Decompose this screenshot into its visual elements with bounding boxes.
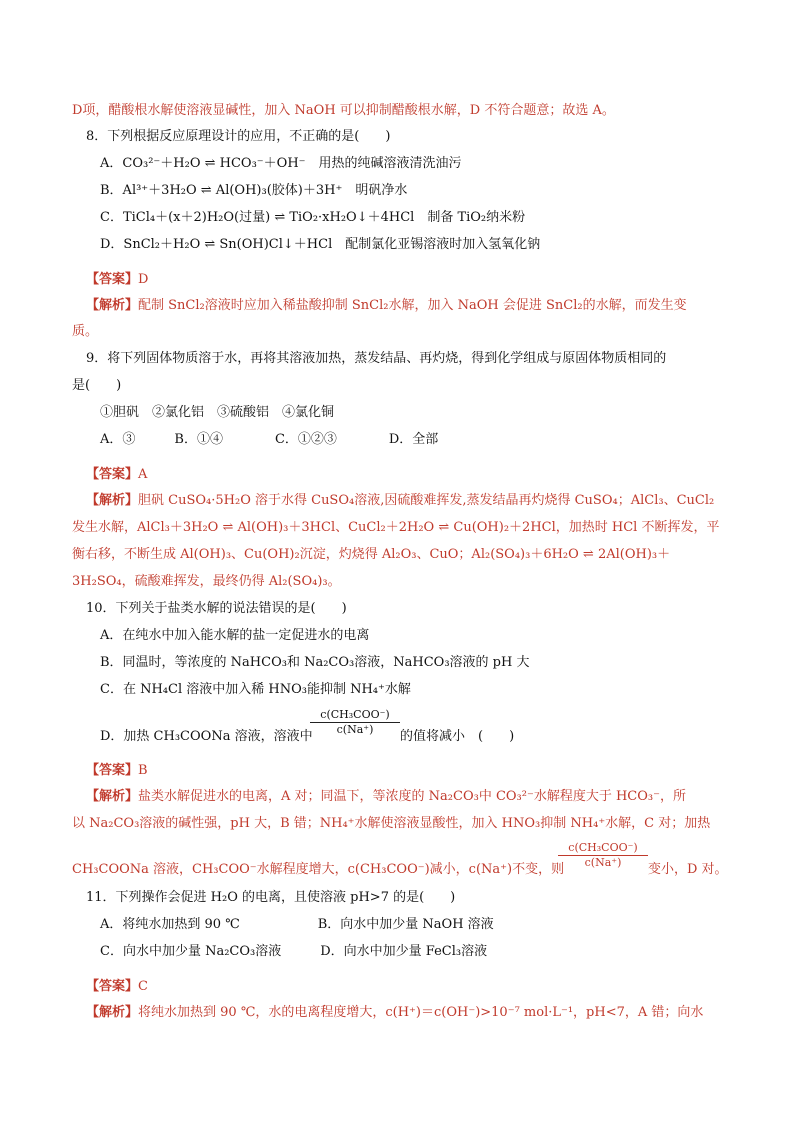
question-11-options-cd: C．向水中加少量 Na₂CO₃溶液 D．向水中加少量 FeCl₃溶液 xyxy=(100,944,488,959)
explanation-9 xyxy=(86,493,714,509)
answer-tag: 【答案】 xyxy=(86,979,139,994)
question-11-options-ab: A．将纯水加热到 90 ℃ B．向水中加少量 NaOH 溶液 xyxy=(100,917,494,932)
fraction-denominator: c(Na⁺) xyxy=(336,723,374,736)
option-10a: A．在纯水中加入能水解的盐一定促进水的电离 xyxy=(100,628,370,643)
question-9-options: A．③ B．①④ C．①②③ D．全部 xyxy=(100,432,439,447)
answer-tag: 【答案】 xyxy=(86,763,139,778)
answer-8 xyxy=(86,272,148,288)
explanation-tag: 【解析】 xyxy=(86,1005,139,1020)
fraction-acetate-sodium xyxy=(558,841,648,870)
option-10b: B．同温时，等浓度的 NaHCO₃和 Na₂CO₃溶液，NaHCO₃溶液的 pH 大 xyxy=(100,655,530,670)
answer-11 xyxy=(86,979,148,995)
answer-value: D xyxy=(138,272,149,287)
option-10c: C．在 NH₄Cl 溶液中加入稀 HNO₃能抑制 NH₄⁺水解 xyxy=(100,682,411,697)
option-8b: B．Al³⁺＋3H₂O ⇌ Al(OH)₃(胶体)＋3H⁺ 明矾净水 xyxy=(100,183,408,198)
explanation-10-cont: 变小，D 对。 xyxy=(648,862,728,877)
question-9-items: ①胆矾 ②氯化铝 ③硫酸铝 ④氯化铜 xyxy=(100,405,335,420)
explanation-tag: 【解析】 xyxy=(86,298,139,313)
option-8d: D．SnCl₂＋H₂O ⇌ Sn(OH)Cl↓＋HCl 配制氯化亚锡溶液时加入氢氧化钠 xyxy=(100,237,541,252)
answer-value: B xyxy=(138,763,148,778)
explanation-10 xyxy=(86,789,686,805)
answer-10 xyxy=(86,763,148,779)
question-9-stem-cont: 是( ) xyxy=(72,378,122,393)
explanation-11 xyxy=(86,1005,703,1021)
explanation-text: 配制 SnCl₂溶液时应加入稀盐酸抑制 SnCl₂水解，加入 NaOH 会促进 SnCl₂的水解，而发生变 xyxy=(138,298,687,313)
answer-9 xyxy=(86,467,147,483)
explanation-8 xyxy=(86,298,687,314)
explanation-tag: 【解析】 xyxy=(86,789,139,804)
answer-tag: 【答案】 xyxy=(86,272,139,287)
question-8-stem: 8．下列根据反应原理设计的应用，不正确的是( ) xyxy=(86,129,391,144)
explanation-text: 将纯水加热到 90 ℃，水的电离程度增大，c(H⁺)＝c(OH⁻)>10⁻⁷ mol·L⁻¹，pH<7，A 错；向水 xyxy=(138,1005,704,1020)
option-8a: A．CO₃²⁻＋H₂O ⇌ HCO₃⁻＋OH⁻ 用热的纯碱溶液清洗油污 xyxy=(100,156,462,171)
question-9-stem: 9．将下列固体物质溶于水，再将其溶液加热，蒸发结晶、再灼烧，得到化学组成与原固体物质相同的 xyxy=(86,351,667,366)
answer-tag: 【答案】 xyxy=(86,467,139,482)
explanation-9-cont: 3H₂SO₄，硫酸难挥发，最终仍得 Al₂(SO₄)₃。 xyxy=(72,574,341,589)
explanation-text: 盐类水解促进水的电离，A 对；同温下，等浓度的 Na₂CO₃中 CO₃²⁻水解程度大于 HCO₃⁻，所 xyxy=(138,789,686,804)
option-10d-cont: 的值将减小 ( ) xyxy=(400,729,515,744)
option-10d: D．加热 CH₃COONa 溶液，溶液中 xyxy=(100,729,313,744)
option-8c: C．TiCl₄＋(x＋2)H₂O(过量) ⇌ TiO₂·xH₂O↓＋4HCl 制备 TiO₂纳米粉 xyxy=(100,210,526,225)
explanation-10-cont: 以 Na₂CO₃溶液的碱性强，pH 大，B 错；NH₄⁺水解使溶液显酸性，加入 HNO₃抑制 NH₄⁺水解，C 对；加热 xyxy=(72,816,711,831)
explanation-text: 胆矾 CuSO₄·5H₂O 溶于水得 CuSO₄溶液,因硫酸难挥发,蒸发结晶再灼烧得 CuSO₄；AlCl₃、CuCl₂ xyxy=(138,493,715,508)
fraction-denominator: c(Na⁺) xyxy=(584,856,622,869)
question-10-stem: 10．下列关于盐类水解的说法错误的是( ) xyxy=(86,601,347,616)
text-line: D项，醋酸根水解使溶液显碱性，加入 NaOH 可以抑制醋酸根水解，D 不符合题意；故选 A。 xyxy=(72,103,615,118)
answer-value: C xyxy=(138,979,148,994)
answer-value: A xyxy=(138,467,148,482)
explanation-10-cont: CH₃COONa 溶液，CH₃COO⁻水解程度增大，c(CH₃COO⁻)减小，c(Na⁺)不变，则 xyxy=(72,862,565,877)
explanation-8-cont: 质。 xyxy=(72,324,99,339)
explanation-9-cont: 发生水解，AlCl₃＋3H₂O ⇌ Al(OH)₃＋3HCl、CuCl₂＋2H₂O ⇌ Cu(OH)₂＋2HCl，加热时 HCl 不断挥发，平 xyxy=(72,520,720,535)
question-11-stem: 11．下列操作会促进 H₂O 的电离，且使溶液 pH>7 的是( ) xyxy=(86,890,456,905)
explanation-tag: 【解析】 xyxy=(86,493,139,508)
fraction-numerator: c(CH₃COO⁻) xyxy=(558,841,648,856)
explanation-9-cont: 衡右移，不断生成 Al(OH)₃、Cu(OH)₂沉淀，灼烧得 Al₂O₃、CuO；Al₂(SO₄)₃＋6H₂O ⇌ 2Al(OH)₃＋ xyxy=(72,547,671,562)
fraction-numerator: c(CH₃COO⁻) xyxy=(310,708,400,723)
fraction-acetate-sodium xyxy=(310,708,400,737)
